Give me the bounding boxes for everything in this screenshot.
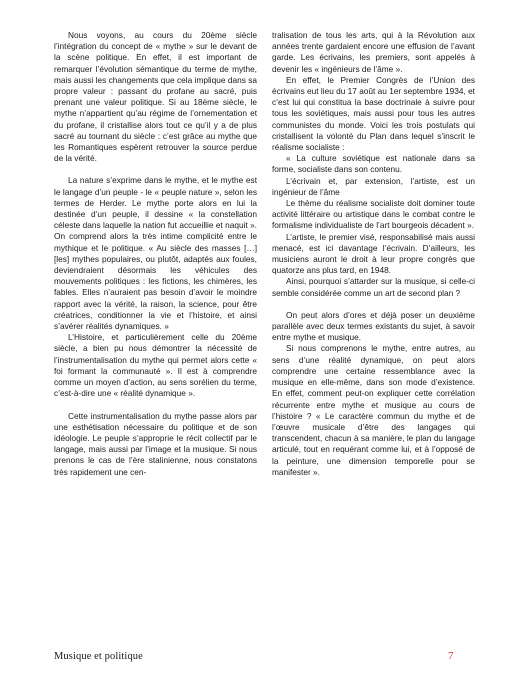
paragraph: Si nous comprenons le mythe, entre autres, au sens d’une réalité dynamique, on peut alors comprendre une certaine ressemblance avec la musique en elle-même, dans son mode d’existence. En effet, comment peut-on expliquer cette corrélation récurrente entre mythe et musique au cours de l’histoire ? « Le caractère commun du mythe et de l’œuvre musicale d’être des langages qui transcendent, chacun à sa manière, le plan du langage articulé, tout en requérant comme lui, et à l’opposé de la peinture, une dimension temporelle pour se manifester ». <box>272 343 475 477</box>
left-text-column <box>54 30 257 478</box>
quote-line: Le thème du réalisme socialiste doit dominer toute activité littéraire ou artistique dans le combat contre le formalisme individualiste de l’art bourgeois décadent ». <box>272 198 475 231</box>
paragraph: Nous voyons, au cours du 20ème siècle l’intégration du concept de « mythe » sur le devant de la scène politique. En effet, il est important de remarquer l’évolution sémantique du terme de mythe, mais aussi les changements que cela implique dans sa propre valeur : passant du profane au sacré, puis prenant une valeur politique. Si au 18ème siècle, le mythe n’appartient qu’au régime de l’ornementation et du profane, il cristallise alors tout ce qu’il y a de plus sacré au tournant du siècle : c’est grâce au mythe que les Romantiques espèrent retrouver la source perdue de la vérité. <box>54 30 257 164</box>
page-number: 7 <box>448 650 454 662</box>
paragraph: L’Histoire, et particulièrement celle du 20ème siècle, a bien pu nous démontrer la nécessité de l’instrumentalisation du mythe qui permet alors cette « foi formant la communauté ». Il est à comprendre comme un moyen d’action, au sens sorélien du terme, c’est-à-dire une « réalité dynamique ». <box>54 332 257 399</box>
paragraph-gap <box>54 400 257 411</box>
right-text-column <box>272 30 475 478</box>
paragraph: Cette instrumentalisation du mythe passe alors par une esthétisation nécessaire du politique et de son idéologie. Le peuple s’approprie le récit collectif par le langage, mais aussi par l’image et la musique. Si nous prenons le cas de l’ère stalinienne, nous constatons très rapidement une cen- <box>54 410 257 477</box>
paragraph: Ainsi, pourquoi s’attarder sur la musique, si celle-ci semble considérée comme un art de second plan ? <box>272 276 475 298</box>
paragraph: En effet, le Premier Congrès de l’Union des écrivains eut lieu du 17 août au 1er septembre 1934, et c’est lui qui constitua la base doctrinale à suivre pour tous les soviétiques, mais aussi pour tous les autres communistes du monde. Voici les trois postulats qui cristallisent la volonté du Plan dans lequel s’inscrit le réalisme socialiste : <box>272 74 475 153</box>
quote-line: L’écrivain et, par extension, l’artiste, est un ingénieur de l’âme <box>272 175 475 197</box>
quote-line: « La culture soviétique est nationale dans sa forme, socialiste dans son contenu. <box>272 153 475 175</box>
paragraph: On peut alors d’ores et déjà poser un deuxième parallèle avec deux termes existants du sujet, à savoir entre mythe et musique. <box>272 309 475 343</box>
paragraph: tralisation de tous les arts, qui à la Révolution aux années trente gardaient encore une effusion de l’avant garde. Les écrivains, les premiers, sont appelés à devenir les « ingénieurs de l’âme ». <box>272 30 475 74</box>
paragraph: L’artiste, le premier visé, responsabilisé mais aussi menacé, est ici davantage l’écrivain. D’ailleurs, les musiciens auront le droit à leur propre congrès que quatorze ans plus tard, en 1948. <box>272 231 475 276</box>
paragraph-gap <box>272 299 475 310</box>
footer-title: Musique et politique <box>54 651 143 662</box>
paragraph-gap <box>54 164 257 175</box>
paragraph: La nature s’exprime dans le mythe, et le mythe est le langage d’un peuple - le « peuple nature », selon les termes de Herder. Le mythe porte alors en lui la destinée d’un peuple, il dessine « la constellation céleste dans laquelle la nation fut accueillie et naquit ». On comprend alors la très intime complicité entre le mythique et le politique. « Au siècle des masses […] [les] mythes populaires, ou plutôt, adaptés aux foules, deviendraient désormais les véhicules des mouvements politiques : les fictions, les chimères, les fables. Elles n’auraient pas besoin d’avoir le moindre rapport avec la vérité, la raison, la science, pour être créatrices, conditionner la vie et l’histoire, et ainsi s’avérer réalités dynamiques. » <box>54 175 257 332</box>
